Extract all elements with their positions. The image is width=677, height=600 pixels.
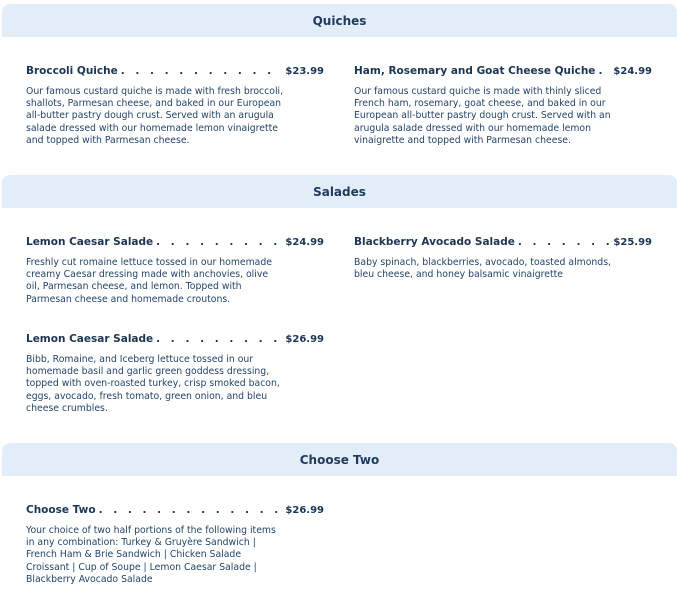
item-description: Bibb, Romaine, and Iceberg lettuce tossed in our homemade basil and garlic green goddess dressing, topped with oven-roasted turkey, crisp smoked bacon, eggs, avocado, fresh tomato, green onion, and bleu cheese crumbles. [26, 354, 280, 414]
item-price: $26.99 [285, 505, 324, 516]
section-header-quiches [2, 4, 677, 37]
dot-leader [121, 65, 282, 77]
item-name: Ham, Rosemary and Goat Cheese Quiche [354, 65, 596, 77]
dot-leader [156, 236, 281, 248]
menu-item-broccoli-quiche[interactable] [26, 65, 324, 147]
menu-item-lemon-caesar-salade[interactable] [26, 236, 324, 306]
section-title: Salades [313, 184, 366, 199]
item-price: $24.99 [613, 66, 652, 77]
item-description: Your choice of two half portions of the following items in any combination: Turkey & Gruyère Sandwich | French Ham & Brie Sandwich | Chicken Salade Croissant | Cup of Soupe | Lemon Caesar Salade | Blackberry Avocado Salade [26, 525, 276, 585]
dot-leader [156, 333, 281, 345]
item-description: Freshly cut romaine lettuce tossed in our homemade creamy Caesar dressing made with anchovies, olive oil, Parmesan cheese, and lemon. Topped with Parmesan cheese and homemade croutons. [26, 257, 272, 305]
item-description: Baby spinach, blackberries, avocado, toasted almonds, bleu cheese, and honey balsamic vinaigrette [354, 257, 612, 281]
item-name: Lemon Caesar Salade [26, 333, 154, 345]
item-description: Our famous custard quiche is made with thinly sliced French ham, rosemary, goat cheese, and baked in our European all-butter pastry dough crust. Served with an arugula salade dressed with our homemade lemon vinaigrette and topped with Parmesan cheese. [354, 86, 611, 146]
item-name: Lemon Caesar Salade [26, 236, 154, 248]
section-header-choose-two [2, 443, 677, 476]
item-price: $23.99 [285, 66, 324, 77]
section-title: Choose Two [299, 452, 380, 467]
section-title: Quiches [312, 13, 367, 28]
section-header-salades [2, 175, 677, 208]
item-name: Broccoli Quiche [26, 65, 118, 77]
menu-item-blackberry-avocado-salade[interactable] [354, 236, 652, 281]
dot-leader [598, 65, 609, 77]
item-name: Choose Two [26, 504, 96, 516]
menu-item-lemon-caesar-salade-2[interactable] [26, 333, 324, 415]
item-price: $24.99 [285, 237, 324, 248]
menu-item-choose-two[interactable] [26, 504, 324, 586]
item-description: Our famous custard quiche is made with fresh broccoli, shallots, Parmesan cheese, and baked in our European all-butter pastry dough crust. Served with an arugula salade dressed with our homemade lemon vinaigrette and topped with Parmesan cheese. [26, 86, 284, 146]
item-price: $25.99 [613, 237, 652, 248]
dot-leader [99, 504, 282, 516]
item-name: Blackberry Avocado Salade [354, 236, 515, 248]
item-price: $26.99 [285, 334, 324, 345]
dot-leader [518, 236, 610, 248]
menu-item-ham-rosemary-goat-cheese-quiche[interactable] [354, 65, 652, 147]
